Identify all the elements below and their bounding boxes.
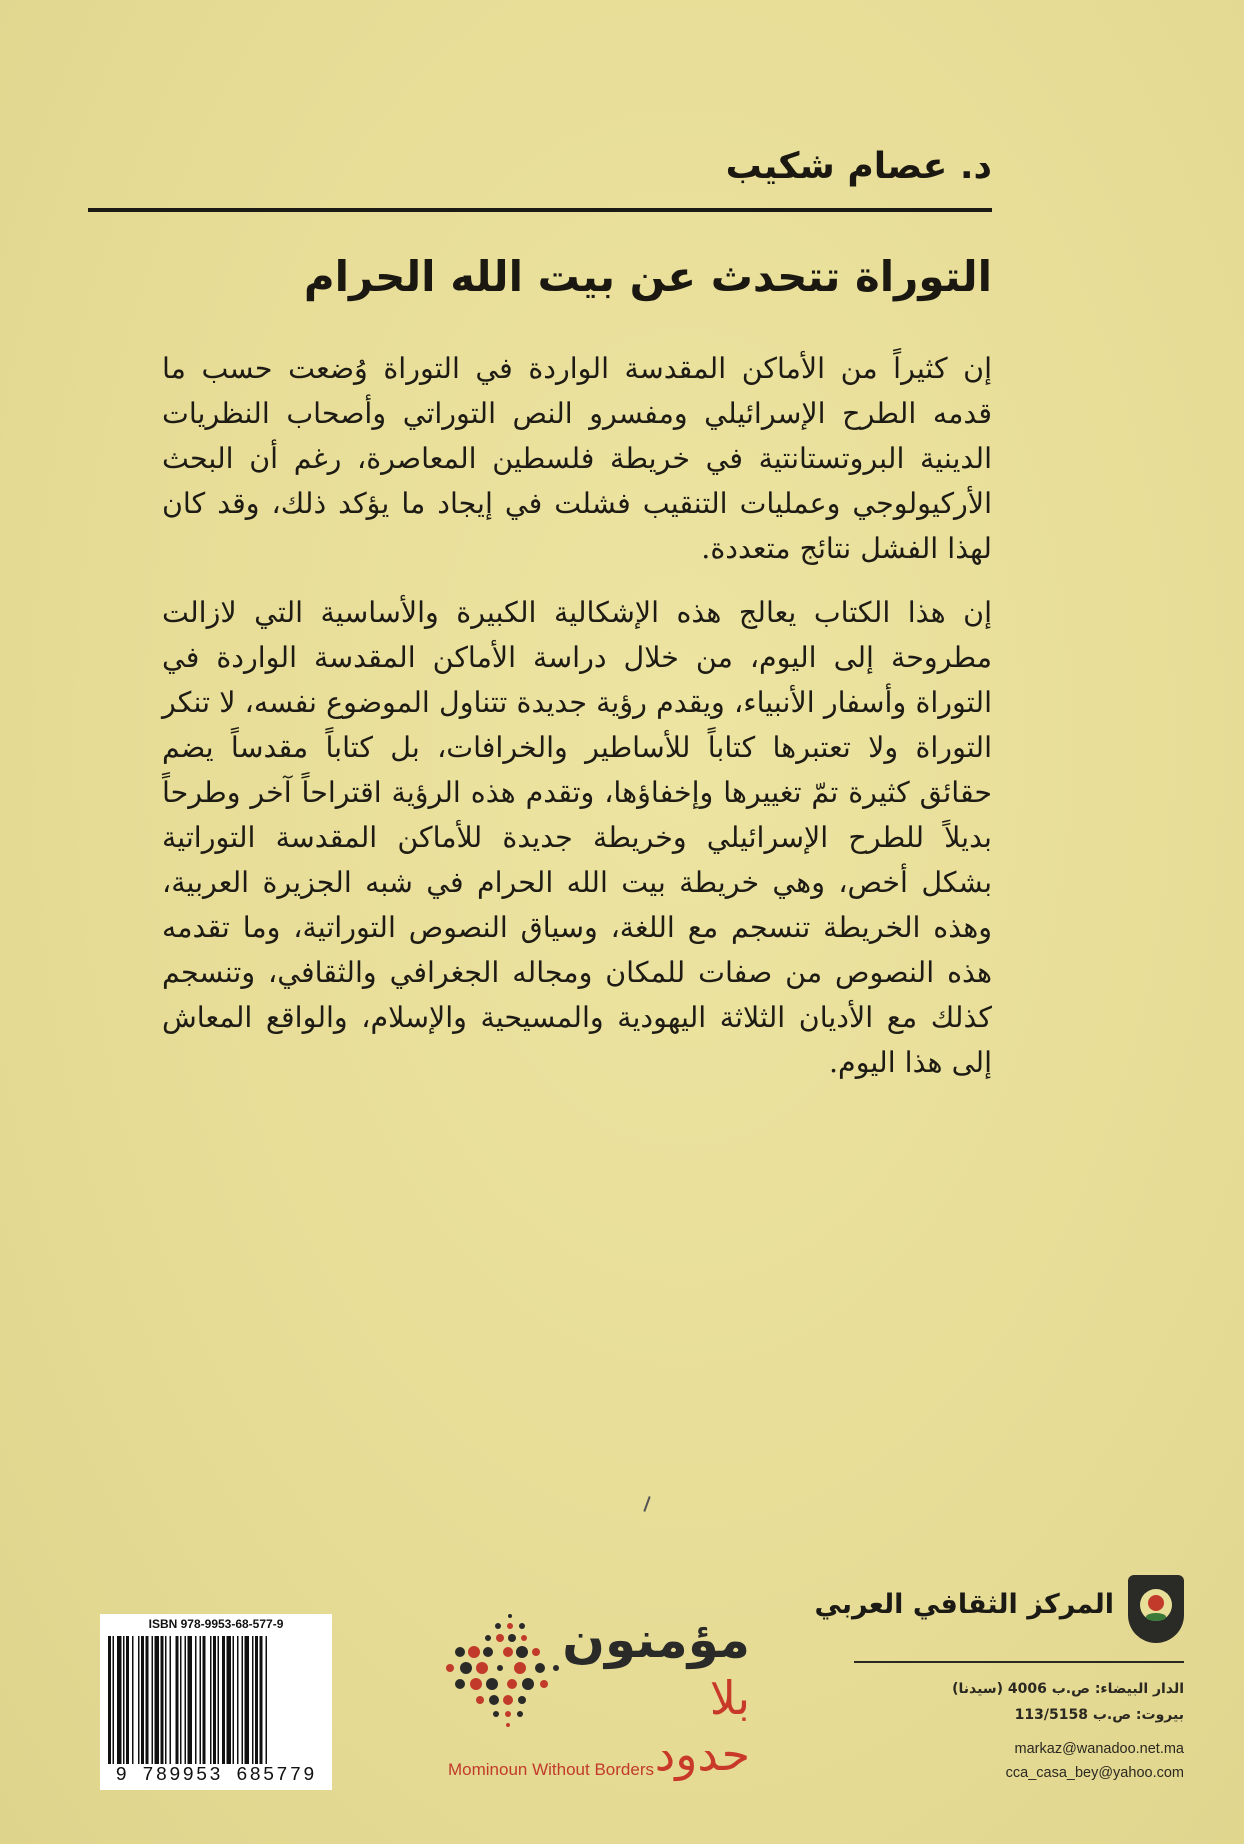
blurb-paragraph-1: إن كثيراً من الأماكن المقدسة الواردة في التوراة وُضعت حسب ما قدمه الطرح الإسرائيلي ومفسرو النص التوراتي وأصحاب النظريات الدينية البروتستانتية في خريطة فلسطين المعاصرة، رغم أن البحث الأركيولوجي وعمليات التنقيب فشلت في إيجاد ما يؤكد ذلك، وقد كان لهذا الفشل نتائج متعددة. xyxy=(162,352,992,565)
publisher-address-beirut: بيروت: ص.ب 113/5158 xyxy=(1014,1707,1184,1723)
barcode-number: 9 789953 685779 xyxy=(115,1764,317,1786)
isbn-barcode xyxy=(100,1614,332,1790)
print-mark xyxy=(643,1496,650,1512)
mominoun-arabic-tagline: بلا حدود xyxy=(654,1671,750,1781)
blurb-paragraph-2: إن هذا الكتاب يعالج هذه الإشكالية الكبيرة والأساسية التي لازالت مطروحة إلى اليوم، من خلال دراسة الأماكن المقدسة الواردة في التوراة وأسفار الأنبياء، ويقدم رؤية جديدة تتناول الموضوع نفسه، لا تنكر التوراة ولا تعتبرها كتاباً للأساطير والخرافات، بل كتاباً مقدساً يضم حقائق كثيرة تمّ تغييرها وإخفاؤها، وتقدم هذه الرؤية اقتراحاً آخر وطرحاً بديلاً للطرح الإسرائيلي وخريطة جديدة للأماكن المقدسة التوراتية بشكل أخص، وهي خريطة بيت الله الحرام في شبه الجزيرة العربية، وهذه الخريطة تنسجم مع اللغة، وسياق النصوص التوراتية، وما تقدمه هذه النصوص من صفات للمكان ومجاله الجغرافي والثقافي، وتنسجم كذلك مع الأديان الثلاثة اليهودية والمسيحية والإسلام، والواقع المعاش إلى هذا اليوم. xyxy=(162,596,992,1079)
publisher-logo-icon xyxy=(1128,1575,1184,1643)
header-divider xyxy=(88,208,992,212)
publisher-email-2: cca_casa_bey@yahoo.com xyxy=(1005,1765,1184,1781)
isbn-label: ISBN 978-9953-68-577-9 xyxy=(148,1617,284,1631)
publisher-address-casablanca: الدار البيضاء: ص.ب 4006 (سيدنا) xyxy=(952,1681,1184,1697)
mominoun-dots-icon xyxy=(440,1610,580,1730)
mominoun-english-name: Mominoun Without Borders xyxy=(448,1760,654,1779)
publisher-name: المركز الثقافي العربي xyxy=(814,1589,1114,1620)
publisher-divider xyxy=(854,1661,1184,1663)
book-title: التوراة تتحدث عن بيت الله الحرام xyxy=(303,252,992,301)
mominoun-arabic-name: مؤمنون xyxy=(562,1611,750,1669)
author-name: د. عصام شكيب xyxy=(725,146,992,187)
publisher-email-1: markaz@wanadoo.net.ma xyxy=(1014,1741,1184,1757)
mominoun-logo xyxy=(440,1610,760,1800)
barcode-bars xyxy=(106,1636,326,1764)
blurb-text xyxy=(162,346,992,1104)
